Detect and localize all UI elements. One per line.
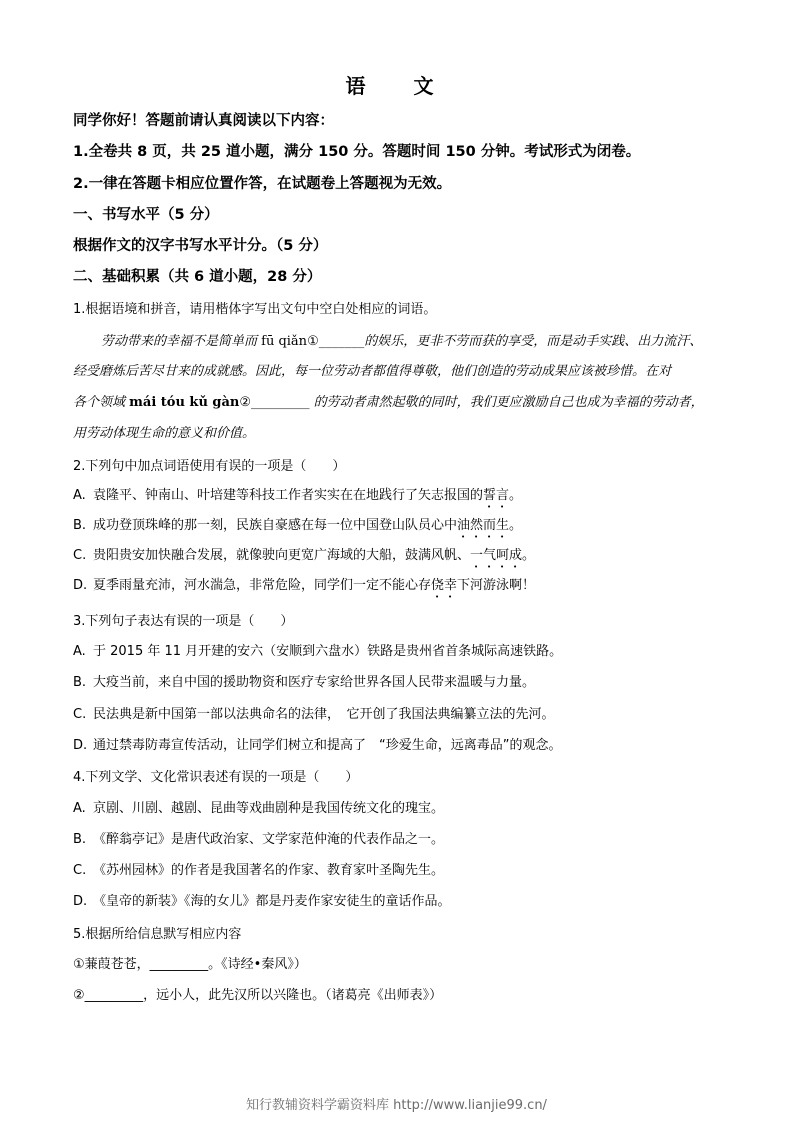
- option-label: B.: [73, 675, 87, 690]
- option-text: 袁隆平、钟南山、叶培建等科技工作者实实在在地践行了矢志报国的: [93, 488, 484, 503]
- q2-option-c: [73, 544, 535, 571]
- option-label: D.: [73, 894, 88, 909]
- q4-stem: 4.下列文学、文化常识表述有误的一项是（ ）: [73, 770, 359, 785]
- option-label: B.: [73, 832, 87, 847]
- q1-text: 的娱乐，更非不劳而获的享受，而是动手实践、出力流汗、: [364, 334, 703, 349]
- footer-watermark: 知行教辅资料学霸资料库 http://www.lianjie99.cn/: [246, 1098, 547, 1113]
- option-label: C.: [73, 548, 87, 563]
- option-text: 成功登顶珠峰的那一刻，民族自豪感在每一位中国登山队员心中: [93, 518, 458, 533]
- option-text: 于 2015 年 11 月开建的安六（安顺到六盘水）铁路是贵州省首条城际高速铁路。: [93, 644, 563, 659]
- q1-text: 劳动带来的幸福不是简单而: [101, 334, 262, 349]
- option-text: 大疫当前，来自中国的援助物资和医疗专家给世界各国人民带来温暖与力量。: [93, 675, 536, 690]
- q5-stem: 5.根据所给信息默写相应内容: [73, 927, 242, 942]
- section-1-heading: 一、书写水平（5 分）: [73, 207, 219, 223]
- q1-pinyin-1: fū qiǎn: [261, 334, 308, 349]
- option-text: 京剧、川剧、越剧、昆曲等戏曲剧种是我国传统文化的瑰宝。: [93, 801, 445, 816]
- dotted-word: 誓言: [483, 488, 510, 503]
- q3-option-a: [73, 640, 562, 659]
- q5-item-2: ②_________，远小人，此先汉所以兴隆也。（诸葛亮《出师表》）: [73, 988, 443, 1003]
- option-text: 《皇帝的新装》《海的女儿》都是丹麦作家安徒生的童话作品。: [93, 894, 451, 909]
- q5-item-1: ①蒹葭苍苍，_________。《诗经•秦风》）: [73, 957, 307, 972]
- q1-passage-line-1: [101, 330, 702, 349]
- q3-stem: 3.下列句子表达有误的一项是（ ）: [73, 614, 294, 629]
- option-label: D.: [73, 738, 88, 753]
- q1-stem: 1.根据语境和拼音，请用楷体字写出文句中空白处相应的词语。: [73, 302, 437, 317]
- option-label: B.: [73, 518, 87, 533]
- q1-blank-2: ②_________: [239, 395, 310, 410]
- dotted-word: 油然而生: [457, 518, 510, 533]
- q2-option-b: [73, 514, 522, 541]
- section-2-heading: 二、基础积累（共 6 道小题，28 分）: [73, 269, 322, 285]
- q4-option-b: [73, 828, 444, 847]
- q1-text: 的劳动者肃然起敬的同时，我们更应激励自己也成为幸福的劳动者，: [309, 395, 704, 410]
- q1-blank-1: ①_______: [307, 334, 365, 349]
- option-text: 。: [509, 518, 523, 533]
- option-label: A.: [73, 488, 86, 503]
- dotted-word: 侥幸: [431, 578, 458, 593]
- option-label: C.: [73, 863, 87, 878]
- q4-option-a: [73, 797, 444, 816]
- option-label: C.: [73, 707, 87, 722]
- section-1-desc: 根据作文的汉字书写水平计分。（5 分）: [73, 238, 328, 254]
- q4-option-d: [73, 890, 451, 909]
- q1-text: 各个领域: [73, 395, 130, 410]
- q2-stem: 2.下列句中加点词语使用有误的一项是（ ）: [73, 459, 346, 474]
- dotted-word: 一气呵成: [470, 548, 523, 563]
- option-label: A.: [73, 801, 86, 816]
- option-text: 夏季雨量充沛，河水湍急，非常危险，同学们一定不能心存: [93, 578, 432, 593]
- q2-option-a: [73, 484, 522, 511]
- intro-rule-2: 2.一律在答题卡相应位置作答，在试题卷上答题视为无效。: [73, 176, 452, 192]
- page-title: 语 文: [345, 74, 448, 98]
- option-text: 通过禁毒防毒宣传活动，让同学们树立和提高了 “珍爱生命，远离毒品”的观念。: [93, 738, 562, 753]
- option-text: 《苏州园林》的作者是我国著名的作家、教育家叶圣陶先生。: [93, 863, 445, 878]
- intro-greeting: 同学你好！答题前请认真阅读以下内容：: [73, 113, 334, 129]
- option-text: 民法典是新中国第一部以法典命名的法律， 它开创了我国法典编纂立法的先河。: [93, 707, 555, 722]
- q1-passage-line-4: 用劳动体现生命的意义和价值。: [73, 426, 256, 441]
- option-text: 贵阳贵安加快融合发展，就像驶向更宽广海域的大船，鼓满风帆、: [93, 548, 471, 563]
- q2-option-d: [73, 574, 535, 601]
- q3-option-b: [73, 671, 535, 690]
- q1-pinyin-2: mái tóu kǔ gàn: [129, 395, 240, 410]
- q1-passage-line-3: [73, 391, 704, 410]
- option-text: 下河游泳啊！: [457, 578, 536, 593]
- option-text: 《醉翁亭记》是唐代政治家、文学家范仲淹的代表作品之一。: [93, 832, 445, 847]
- option-label: A.: [73, 644, 86, 659]
- q3-option-d: [73, 734, 561, 753]
- q1-passage-line-2: 经受磨炼后苦尽甘来的成就感。因此，每一位劳动者都值得尊敬，他们创造的劳动成果应该被珍惜。在对: [73, 364, 672, 379]
- option-text: 。: [522, 548, 536, 563]
- option-label: D.: [73, 578, 88, 593]
- option-text: 。: [509, 488, 523, 503]
- q3-option-c: [73, 703, 555, 722]
- intro-rule-1: 1.全卷共 8 页，共 25 道小题，满分 150 分。答题时间 150 分钟。考试形式为闭卷。: [73, 144, 641, 160]
- q4-option-c: [73, 859, 444, 878]
